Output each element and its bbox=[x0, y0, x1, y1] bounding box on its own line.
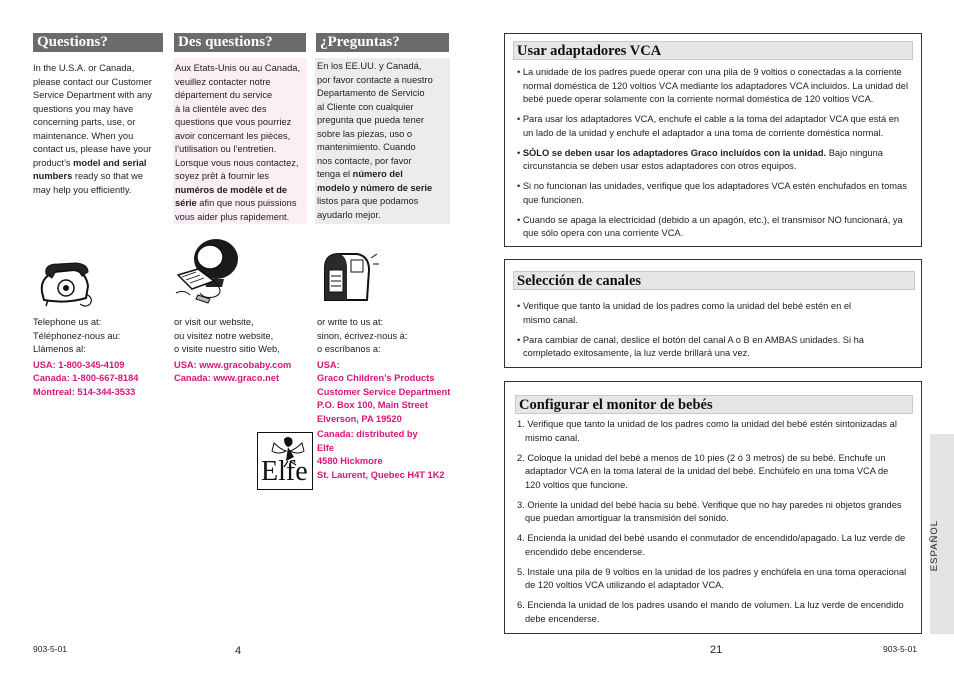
questions-text-fr: Aux Etats-Unis ou au Canada, veuillez contacter notre département du service à la clientèle avec des questions que vous pourriez avoir concernant les pièces, l’utilisation ou l’entretien. Lorsque vous nous contactez, soyez prêt à fournir les numéros de modèle et de série afin que nous puissions vous aider plus rapidement. bbox=[173, 58, 307, 224]
adaptadores-list bbox=[515, 66, 917, 247]
web-contact: or visit our website, ou visitez notre website, o visite nuestro sitio Web, USA: www.gracobaby.com Canada: www.graco.net bbox=[174, 316, 314, 386]
canales-list bbox=[515, 300, 917, 367]
list-item: 3. Oriente la unidad del bebé hacia su bebé. Verifique que no hay paredes ni objetos grandes que puedan amortiguar la transmisión del sonido. bbox=[517, 499, 902, 523]
left-footer-code: 903-5-01 bbox=[33, 644, 68, 654]
list-item: 2. Coloque la unidad del bebé a menos de 10 pies (2 ó 3 metros) de su bebé. Enchufe un adaptador VCA en la toma lateral de la unidad del bebé. Enchúfelo en una toma VCA de 120 voltios que funcione. bbox=[517, 452, 889, 490]
list-item: 5. Instale una pila de 9 voltios en la unidad de los padres y enchúfela en una toma operacional de 120 voltios VCA utilizando el adaptador VCA. bbox=[517, 566, 907, 590]
telephone-icon bbox=[36, 258, 96, 308]
phone-montreal: Montreal: 514-344-3533 bbox=[33, 386, 136, 397]
configurar-steps-list bbox=[515, 418, 919, 633]
web-usa-link[interactable]: USA: www.gracobaby.com bbox=[174, 359, 292, 370]
section-configurar-monitor-heading: Configurar el monitor de bebés bbox=[515, 395, 913, 414]
elfe-logo-text: Elfe bbox=[261, 456, 308, 487]
elfe-logo bbox=[257, 432, 313, 490]
list-item: • La unidade de los padres puede operar con una pila de 9 voltios o conectadas a la corriente normal doméstica de 120 voltios VCA mediante los adaptadores VCA incluidos. La unidad del bebé puede operar solamente con la corriente normal doméstica de 120 voltios VCA. bbox=[517, 67, 909, 104]
language-tab-label: ESPAÑOL bbox=[929, 520, 940, 572]
right-footer-code: 903-5-01 bbox=[883, 644, 918, 654]
phone-canada: Canada: 1-800-667-8184 bbox=[33, 373, 139, 383]
list-item: • Cuando se apaga la electricidad (debido a un apagón, etc.), el transmisor NO funcionará, ya que sólo opera con una corriente VCA. bbox=[517, 214, 903, 238]
left-page-number: 4 bbox=[235, 645, 242, 657]
mailbox-icon bbox=[317, 250, 381, 308]
heading-questions: Questions? bbox=[33, 33, 163, 52]
list-item: • Para usar los adaptadores VCA, enchufe el cable a la toma del adaptador VCA que está en un lado de la unidad y enchufe el adaptador a una toma de corriente doméstica normal. bbox=[517, 114, 900, 138]
web-canada-link[interactable]: Canada: www.graco.net bbox=[174, 373, 280, 383]
right-page-number: 21 bbox=[710, 644, 723, 656]
section-usar-adaptadores bbox=[504, 33, 922, 247]
phone-usa: USA: 1-800-345-4109 bbox=[33, 359, 125, 370]
section-configurar-monitor bbox=[504, 381, 922, 634]
list-item: • Verifique que tanto la unidad de los padres como la unidad del bebé estén en el mismo canal. bbox=[517, 301, 852, 325]
phone-contact: Telephone us at: Téléphonez-nous au: Llámenos al: USA: 1-800-345-4109 Canada: 1-800-667-8184 Montreal: 514-344-3533 bbox=[33, 316, 173, 399]
heading-des-questions: Des questions? bbox=[174, 33, 306, 52]
list-item: 1. Verifique que tanto la unidad de los padres como la unidad del bebé estén sintonizadas al mismo canal. bbox=[517, 419, 897, 443]
list-item: • Si no funcionan las unidades, verifique que los adaptadores VCA estén enchufados en tomas que funcionen. bbox=[517, 181, 907, 205]
list-item: • Para cambiar de canal, deslice el botón del canal A o B en AMBAS unidades. Si ha completado exitosamente, la luz verde brillará una vez. bbox=[517, 334, 864, 358]
questions-text-en: In the U.S.A. or Canada, please contact our Customer Service Department with any questions you may have concerning parts, use, or maintenance. When you contact us, please have your product’s model and serial numbers ready so that we may help you efficiently. bbox=[33, 63, 152, 195]
heading-preguntas: ¿Preguntas? bbox=[316, 33, 449, 52]
list-item: 6. Encienda la unidad de los padres usando el mando de volumen. La luz verde de encendido debe encenderse. bbox=[517, 600, 904, 624]
computer-icon bbox=[174, 235, 246, 307]
questions-text-es: En los EE.UU. y Canadá, por favor contacte a nuestro Departamento de Servicio al Cliente con cualquier pregunta que pueda tener sobre las piezas, uso o mantenimiento. Cuando nos contacte, por favor tenga el número del modelo y número de serie listos para que podamos ayudarlo mejor. bbox=[315, 58, 450, 224]
list-item: • SÓLO se deben usar los adaptadores Graco incluídos con la unidad. Bajo ninguna circunstancia se deben usar estos adaptadores con otros equipos. bbox=[517, 147, 883, 171]
section-seleccion-canales bbox=[504, 259, 922, 368]
list-item: 4. Encienda la unidad del bebé usando el conmutador de encendido/apagado. La luz verde de encendido debe encenderse. bbox=[517, 533, 906, 557]
mail-contact: or write to us at: sinon, écrivez-nous à: o escríbanos a: USA: Graco Children’s Products Customer Service Department P.O. Box 100, Main Street Elverson, PA 19520 Canada: distributed by Elfe 4580 Hickmore St. Laurent, Quebec H4T 1K2 bbox=[317, 317, 451, 480]
section-usar-adaptadores-heading: Usar adaptadores VCA bbox=[513, 41, 913, 60]
section-seleccion-canales-heading: Selección de canales bbox=[513, 271, 915, 290]
